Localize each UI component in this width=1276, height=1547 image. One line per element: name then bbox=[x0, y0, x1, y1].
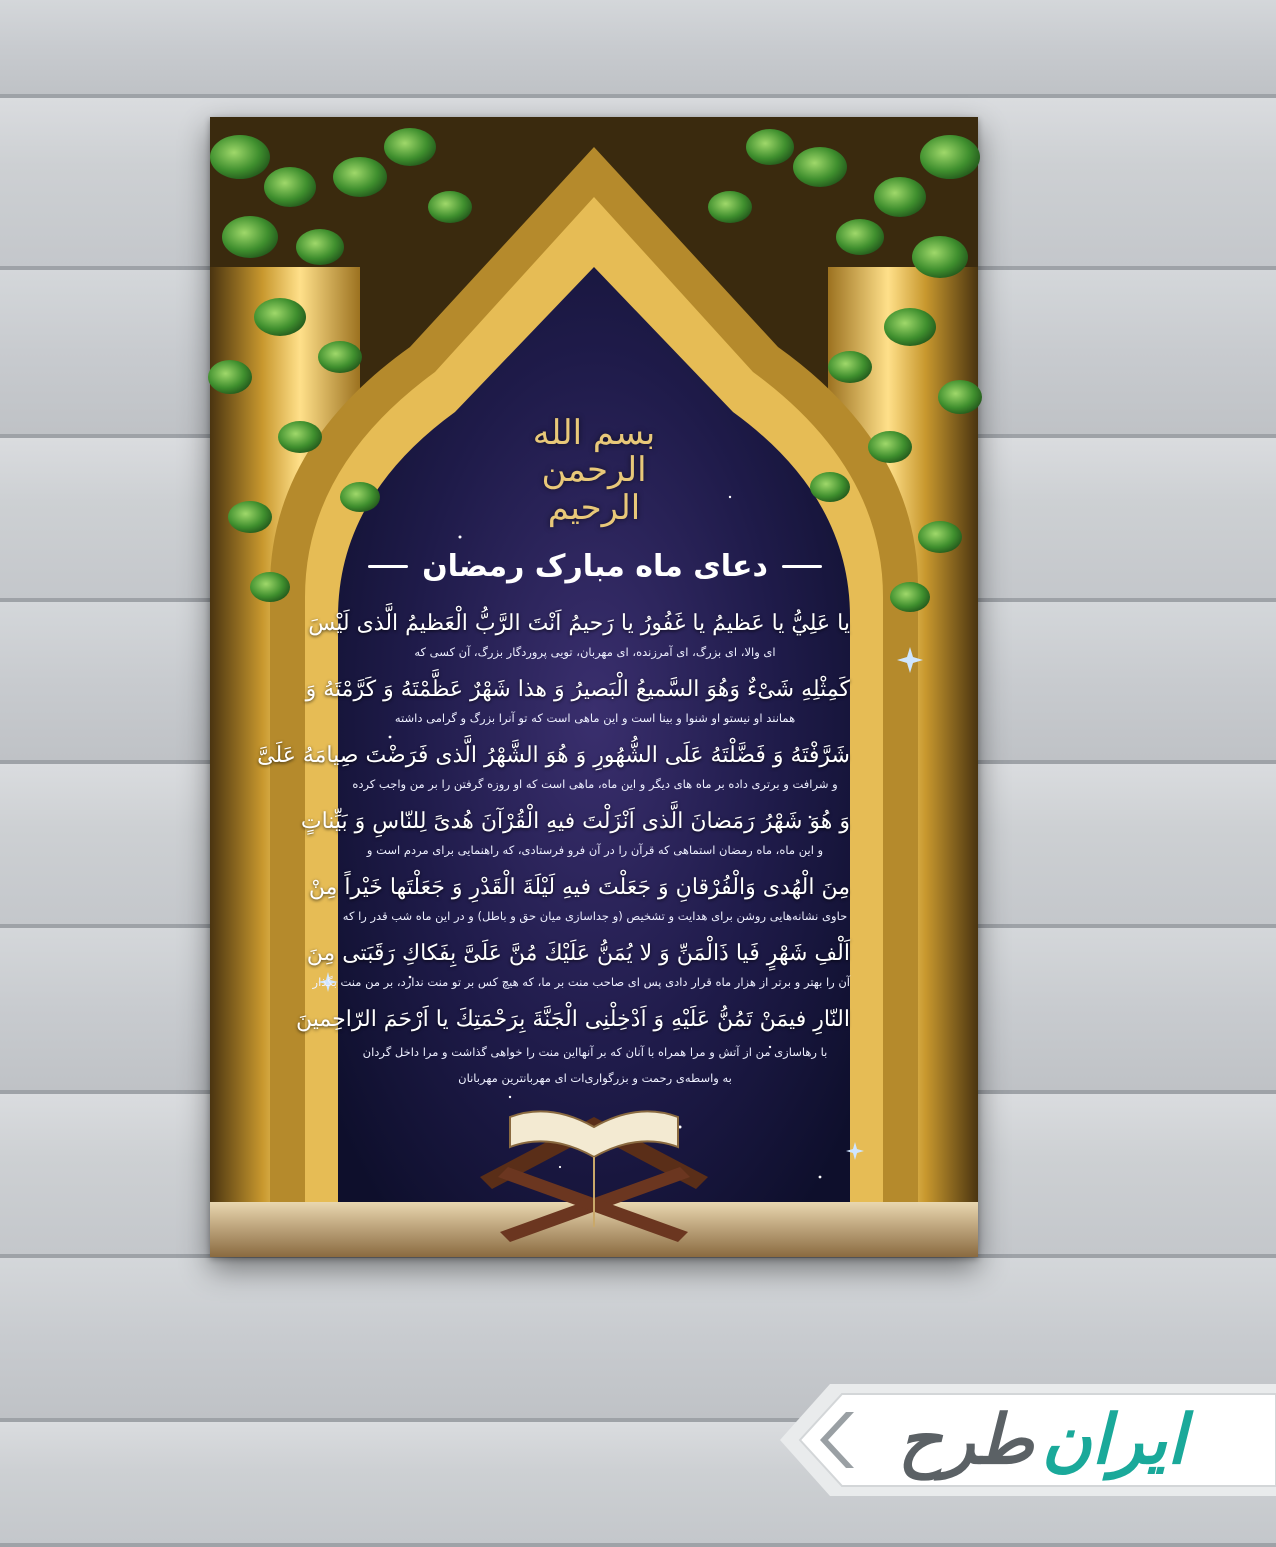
ramadan-prayer-poster bbox=[210, 117, 978, 1257]
closing-line: به واسطه‌ی رحمت و بزرگواری‌ات ای مهربانترین مهربانان bbox=[458, 1071, 732, 1085]
logo-part-tarh: طرح bbox=[898, 1400, 1034, 1480]
persian-translation: حاوی نشانه‌هایی روشن برای هدایت و تشخیص (و جداسازی میان حق و باطل) و در این ماه شب قدر را که bbox=[342, 909, 848, 923]
closing-block bbox=[340, 1039, 850, 1091]
arabic-line: وَ هُوَ شَهْرُ رَمَضانَ الَّذى اَنْزَلْتَ فيهِ الْقُرْآنَ هُدىً لِلنّاسِ وَ بَيِّناتٍ bbox=[300, 809, 850, 834]
persian-translation: آن را بهتر و برتر از هزار ماه قرار دادی پس ای صاحب منت بر ما، که هیچ کس بر تو منت ندارد، بر من منت بگذار bbox=[312, 975, 850, 989]
arabic-line: يا عَلِيُّ يا عَظيمُ يا غَفُورُ يا رَحيمُ اَنْتَ الرَّبُّ الْعَظيمُ الَّذى لَيْسَ bbox=[308, 611, 850, 636]
poster-title: دعای ماه مبارک رمضان bbox=[422, 548, 768, 584]
arabic-line: شَرَّفْتَهُ وَ فَضَّلْتَهُ عَلَى الشُّهُورِ وَ هُوَ الشَّهْرُ الَّذى فَرَضْتَ صِيامَهُ عَلَىَّ bbox=[257, 743, 850, 768]
plank bbox=[0, 0, 1276, 98]
arabic-line: مِنَ الْهُدى وَالْفُرْقانِ وَ جَعَلْتَ فيهِ لَيْلَةَ الْقَدْرِ وَ جَعَلْتَها خَيْراً مِنْ bbox=[308, 875, 850, 900]
persian-translation: و شرافت و برتری داده بر ماه های دیگر و این ماه، ماهی است که او روزه گرفتن را بر من واجب کرده bbox=[352, 777, 838, 791]
arabic-line: كَمِثْلِهِ شَىْءٌ وَهُوَ السَّميعُ الْبَصيرُ وَ هذا شَهْرٌ عَظَّمْتَهُ وَ كَرَّمْتَهُ وَ bbox=[305, 677, 850, 702]
title-dash-left bbox=[368, 565, 408, 568]
poster-title-row bbox=[360, 544, 830, 588]
title-dash-right bbox=[782, 565, 822, 568]
persian-translation: ای والا، ای بزرگ، ای آمرزنده، ای مهربان، تویی پروردگار بزرگ، آن کسی که bbox=[414, 645, 776, 659]
persian-translation: با رهاسازی من از آتش و مرا همراه با آنان که بر آنهااین منت را خواهی گذاشت و مرا داخل گردان bbox=[362, 1045, 828, 1059]
prayer-text bbox=[257, 607, 850, 1091]
persian-translation: و این ماه، ماه رمضان استماهی که قرآن را در آن فرو فرستادی، که راهنمایی برای مردم است و bbox=[366, 843, 824, 857]
persian-translation: همانند او نیستو او شنوا و بینا است و این ماهی است که تو آنرا بزرگ و گرامی داشته bbox=[394, 711, 796, 725]
arabic-line: النّارِ فيمَنْ تَمُنُّ عَلَيْهِ وَ اَدْخِلْنِى الْجَنَّةَ بِرَحْمَتِكَ يا اَرْحَمَ الرّاحِمينَ bbox=[296, 1007, 850, 1032]
basmala-calligraphy: بسم الله الرحمن الرحيم bbox=[532, 413, 656, 528]
logo-part-iran: ایران bbox=[1041, 1400, 1186, 1480]
iran-tarh-logo bbox=[862, 1392, 1222, 1488]
arabic-line: اَلْفِ شَهْرٍ فَيا ذَالْمَنِّ وَ لا يُمَنُّ عَلَيْكَ مُنَّ عَلَىَّ بِفَكاكِ رَقَبَتى مِنَ bbox=[306, 941, 850, 966]
